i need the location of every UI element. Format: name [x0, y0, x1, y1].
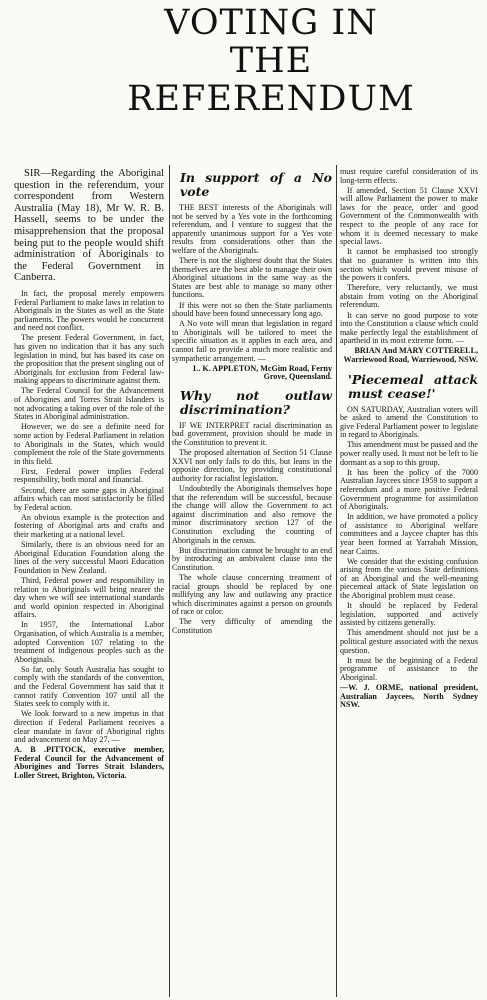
paragraph: It cannot be emphasised too strongly that no guarantee is written into this section which would prevent misuse of the powers it confers.: [340, 247, 478, 283]
paragraph: Therefore, very reluctantly, we must abstain from voting on the Aboriginal referendum.: [340, 283, 478, 310]
paragraph: We consider that the existing confusion arising from the various State definitions of an Aboriginal and the well-meaning piecemeal attack of State legislation on the Aboriginal problem must cease.: [340, 556, 478, 601]
paragraph: We look forward to a new impetus in that direction if Federal Parliament receives a clear mandate in favor of Aboriginal rights and advancement on May 27. —: [14, 709, 164, 745]
paragraph: Third, Federal power and responsibility in relation to Aboriginals will bring nearer the day when we will see international standards and world opinion respected in Aboriginal affairs.: [14, 575, 164, 620]
letters-column-2: [172, 168, 332, 637]
paragraph: An obvious example is the protection and fostering of Aboriginal arts and crafts and their marketing at a national level.: [14, 512, 164, 539]
paragraph: In fact, the proposal merely empowers Federal Parliament to make laws in relation to Aboriginals in the States as well as the State parliaments. The powers would be concurrent and need not conflict.: [14, 288, 164, 333]
signature: BRIAN And MARY COTTERELL, Warriewood Road, Warriewood, NSW.: [343, 346, 478, 364]
paragraph: The Federal Council for the Advancement of Aborigines and Torres Strait Islanders is not advocating a taking over of the role of the States in Aboriginal administration.: [14, 386, 164, 422]
section-heading: 'Piecemeal attack must cease!': [348, 371, 478, 401]
letters-column-3: [340, 168, 478, 711]
paragraph: It has been the policy of the 7000 Australian Jaycees since 1959 to support a referendum and a more positive Federal Government programme for assimilation of Aboriginals.: [340, 467, 478, 512]
paragraph: It must be the beginning of a Federal programme of assistance to the Aboriginal.: [340, 655, 478, 682]
paragraph: However, we do see a definite need for some action by Federal Parliament in relation to Aboriginals in the States, which would complement the role of the State governments in this field.: [14, 422, 164, 466]
paragraph: So far, only South Australia has sought to comply with the standards of the convention, and the Federal Government has said that it cannot ratify Convention 107 until all the States seek to comply with it.: [14, 664, 164, 709]
paragraph: The proposed alternation of Section 51 Clause XXVI not only fails to do this, but leans in the opposite direction, by providing constitutional authority for racialist legislation.: [172, 448, 332, 483]
paragraph: In addition, we have promoted a policy of assistance to Aboriginal welfare committees and a Jaycee chapter has this year been formed at Yarrabah Mission, near Cairns.: [340, 512, 478, 556]
paragraph: It should be replaced by Federal legislation, supported and actively assisted by citizens generally.: [340, 601, 478, 628]
paragraph: THE BEST interests of the Aboriginals will not be served by a Yes vote in the forthcoming referendum, and I venture to suggest that the apparently unanimous support for a Yes vote results from considerations other than the welfare of the Aboriginals.: [172, 203, 332, 255]
section-heading: Why not outlaw discrimination?: [180, 387, 332, 417]
headline-line-3: REFERENDUM: [127, 79, 415, 119]
paragraph: If amended, Section 51 Clause XXVI will allow Parliament the power to make laws for the peace, order and good Government of the Commonwealth with respect to the people of any race for whom it is deemed necessary to make special laws.: [340, 185, 478, 247]
paragraph: Similarly, there is an obvious need for an Aboriginal Education Foundation along the lines of the very successful Maori Education Foundation in New Zealand.: [14, 540, 164, 575]
signature: L. K. APPLETON, McGim Road, Ferny Grove, Queensland.: [192, 363, 332, 382]
paragraph: It can serve no good purpose to vote into the Constitution a clause which could make perfectly legal the establishment of apartheid in its most extreme form. —: [340, 310, 478, 346]
paragraph: Second, there are some gaps in Aboriginal affairs which can most satisfactorily be filled by Federal action.: [14, 485, 164, 512]
signature: —W. J. ORME, national president, Australian Jaycees, North Sydney NSW.: [340, 682, 478, 710]
paragraph: must require careful consideration of its long-term effects.: [340, 167, 478, 185]
signature: A. B .PITTOCK, executive member, Federal Council for the Advancement of Aborigines and Torres Strait Islanders, Loller Street, Brighton, Victoria.: [14, 745, 164, 780]
letter-pittock: [14, 168, 164, 782]
letter-lead: SIR—Regarding the Aboriginal question in the referendum, your correspondent from Western Australia (May 18), Mr W. R. B. Hassell, seems to be under the misapprehension that the proposal being put to the people would shift administration of Aboriginals to the Federal Government in Canberra.: [14, 168, 164, 284]
column-rule-2: [336, 165, 337, 997]
column-rule-1: [169, 165, 170, 997]
paragraph: The whole clause concerning treatment of racial groups should be replaced by one nullifying any law and outlawing any practice which discriminates against a person on grounds of race or color.: [172, 572, 332, 617]
paragraph: If this were not so then the State parliaments should have been found unnecessary long ago.: [172, 300, 332, 319]
paragraph: There is not the slightest doubt that the States themselves are the best able to manage their own Aboriginal situations in the same way as the States are best able to manage so many other functions.: [172, 256, 332, 300]
paragraph: ON SATURDAY, Australian voters will be asked to amend the Constitution to give Federal Parliament power to legislate in regard to Aboriginals.: [340, 404, 478, 440]
headline-line-2: THE: [229, 41, 313, 81]
paragraph: Undoubtedly the Aboriginals themselves hope that the referendum will be successful, because the change will allow the Government to act against discrimination and also remove the minor discriminatory section 127 of the Constitution excluding the counting of Aboriginals in the census.: [172, 484, 332, 545]
headline: [116, 4, 426, 118]
paragraph: In 1957, the International Labor Organisation, of which Australia is a member, adopted Convention 107 relating to the treatment of indigenous peoples such as the Aboriginals.: [14, 620, 164, 664]
paragraph: A No vote will mean that legislation in regard to Aboriginals will be tailored to meet the specific situation as it applies in each area, and cannot fail to provide a much more realistic and sympathetic arrangement. —: [172, 319, 332, 363]
paragraph: But discrimination cannot be brought to an end by introducing an ambivalent clause into the Constitution.: [172, 545, 332, 572]
paragraph: The very difficulty of amending the Constitution: [172, 617, 332, 636]
paragraph: First, Federal power implies Federal responsibility, both moral and financial.: [14, 466, 164, 485]
paragraph: This amendment should not just be a political gesture associated with the nexus question.: [340, 628, 478, 655]
section-heading: In support of a No vote: [180, 170, 332, 199]
paragraph: IF WE INTERPRET racial discrimination as bad government, provision should be made in the Constitution to prevent it.: [172, 420, 332, 448]
paragraph: This amendment must be passed and the power really used. It must not be left to lie dormant as a sop to this group.: [340, 440, 478, 467]
headline-line-1: VOTING IN: [164, 3, 378, 43]
paragraph: The present Federal Government, in fact, has given no indication that it has any such legislation in mind, but has based its case on the proposition that the present singling out of Aboriginals for exclusion from Federal law-making appears to discriminate against them.: [14, 333, 164, 386]
